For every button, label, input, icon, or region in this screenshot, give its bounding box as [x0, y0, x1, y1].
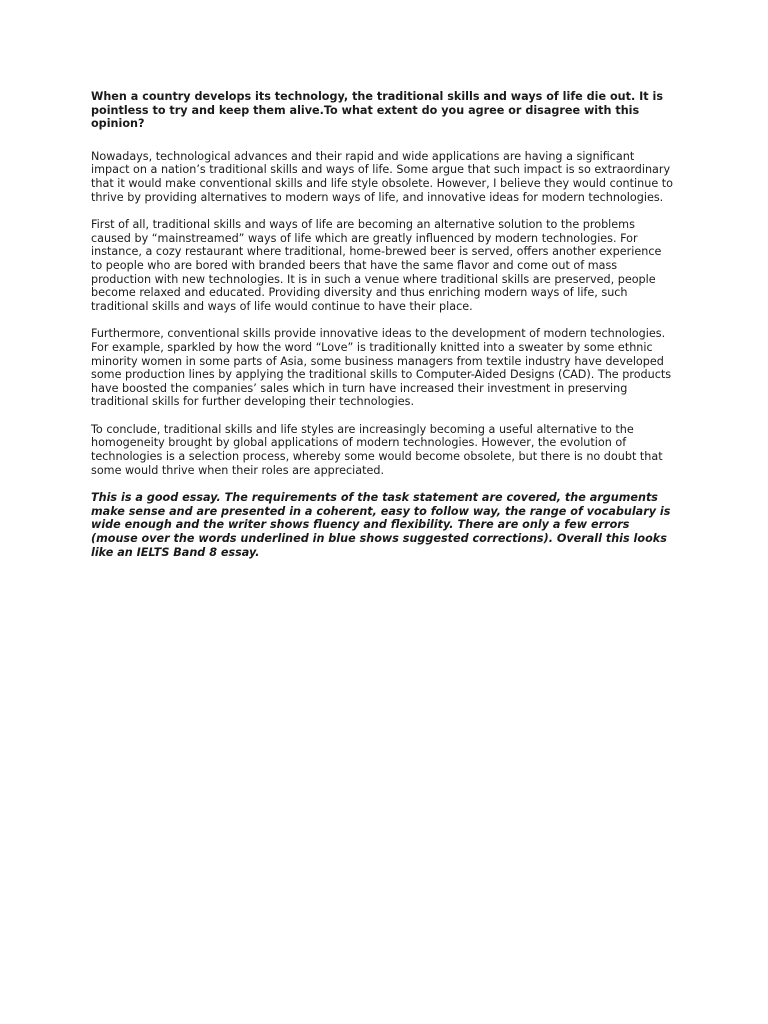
document-body	[91, 90, 675, 559]
essay-paragraph-introduction: Nowadays, technological advances and their rapid and wide applications are having a significant impact on a nation’s traditional skills and ways of life. Some argue that such impact is so extraordinary that it would make conventional skills and life style obsolete. However, I believe they would continue to thrive by providing alternatives to modern ways of life, and innovative ideas for modern technologies.	[91, 149, 673, 204]
essay-prompt: When a country develops its technology, the traditional skills and ways of life die out. It is pointless to try and keep them alive.To what extent do you agree or disagree with this opinion?	[91, 90, 664, 131]
examiner-comment: This is a good essay. The requirements of the task statement are covered, the arguments make sense and are presented in a coherent, easy to follow way, the range of vocabulary is wide enough and the writer shows fluency and flexibility. There are only a few errors (mouse over the words underlined in blue shows suggested corrections). Overall this looks like an IELTS Band 8 essay.	[91, 491, 671, 559]
essay-paragraph-body-1: First of all, traditional skills and ways of life are becoming an alternative solution to the problems caused by “mainstreamed” ways of life which are greatly influenced by modern technologies. For instance, a cozy restaurant where traditional, home-brewed beer is served, offers another experience to people who are bored with branded beers that have the same flavor and come out of mass production with new technologies. It is in such a venue where traditional skills are preserved, people become relaxed and educated. Providing diversity and thus enriching modern ways of life, such traditional skills and ways of life would continue to have their place.	[91, 218, 662, 313]
essay-paragraph-conclusion: To conclude, traditional skills and life styles are increasingly becoming a useful alternative to the homogeneity brought by global applications of modern technologies. However, the evolution of technologies is a selection process, whereby some would become obsolete, but there is no doubt that some would thrive when their roles are appreciated.	[91, 422, 663, 477]
essay-paragraph-body-2: Furthermore, conventional skills provide innovative ideas to the development of modern technologies. For example, sparkled by how the word “Love” is traditionally knitted into a sweater by some ethnic minority women in some parts of Asia, some business managers from textile industry have developed some production lines by applying the traditional skills to Computer-Aided Designs (CAD). The products have boosted the companies’ sales which in turn have increased their investment in preserving traditional skills for further developing their technologies.	[91, 327, 672, 409]
